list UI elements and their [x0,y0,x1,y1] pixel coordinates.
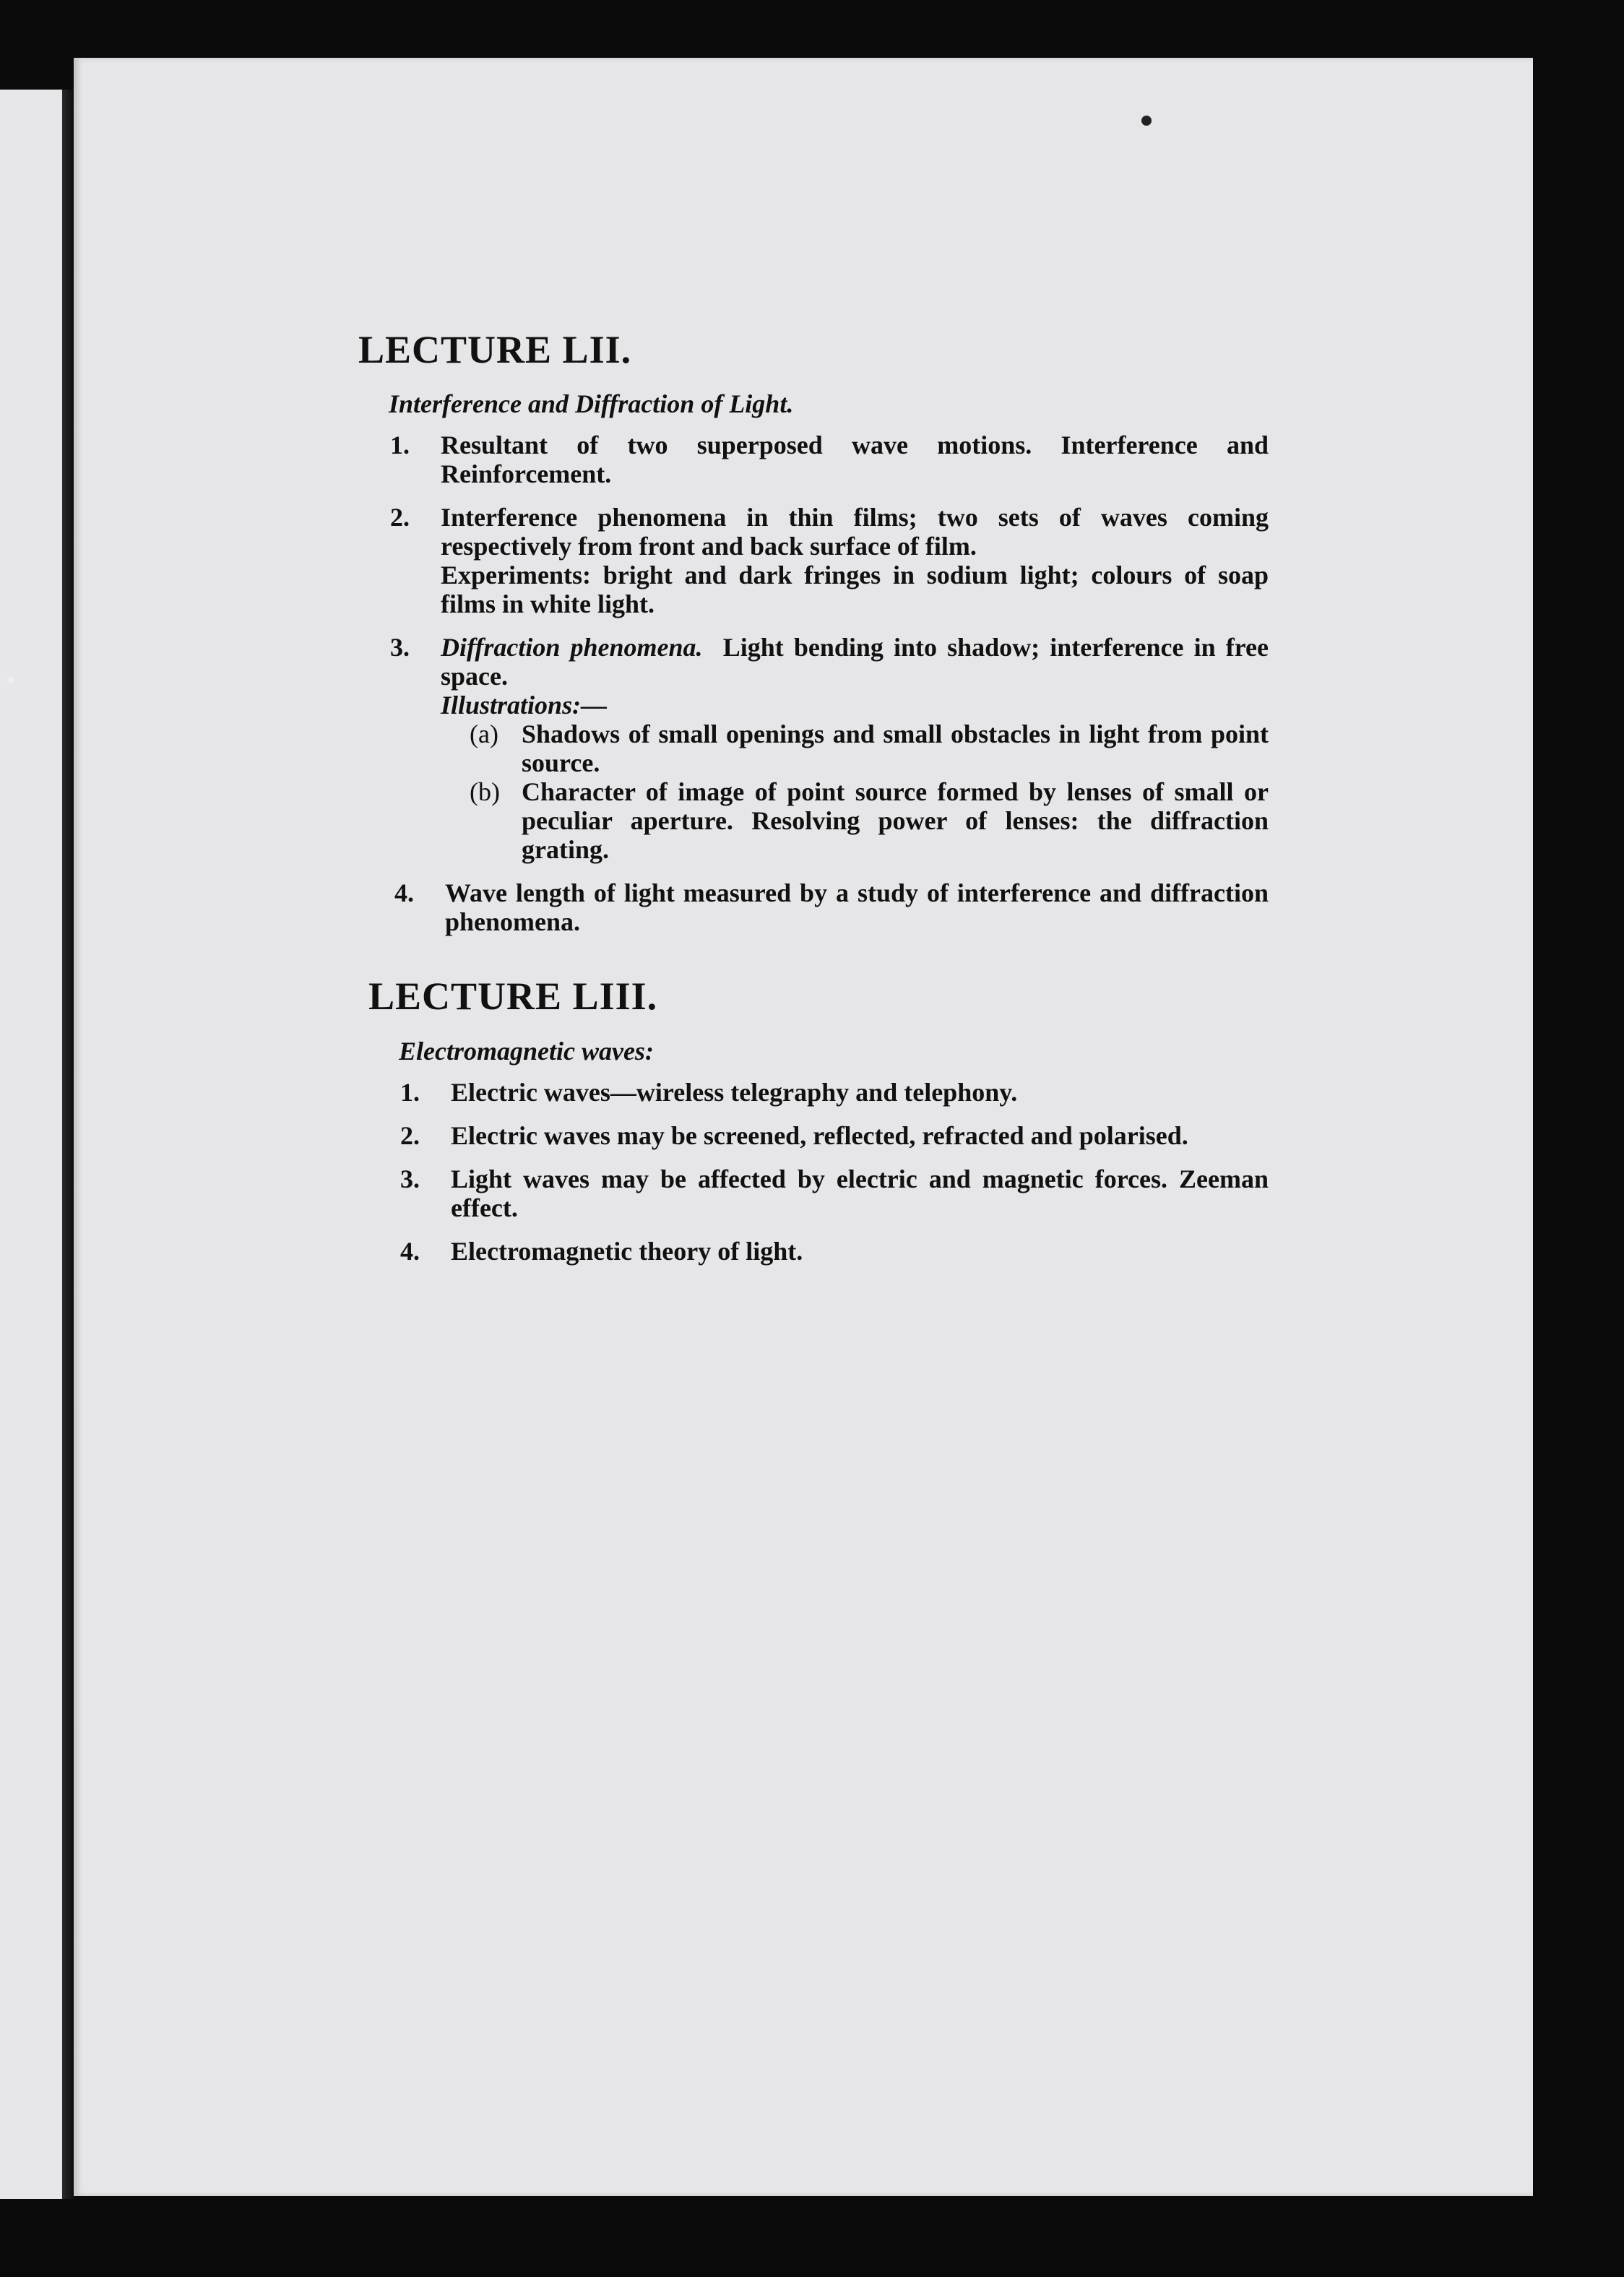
illustrations-label: Illustrations:— [441,691,608,720]
item-number: 3. [400,1164,420,1193]
list-item [358,1237,1269,1266]
item-body [432,633,1269,864]
lecture-liii-heading: LECTURE LIII. [368,975,658,1019]
item-text: Light waves may be affected by electric and magnetic forces. Zeeman effect. [451,1164,1269,1222]
item-text: Interference phenomena in thin films; two sets of waves coming respectively from front and back surface of film. [441,503,1269,561]
item-number: 1. [390,431,410,460]
list-item [358,503,1269,618]
sub-item-mark: (a) [470,720,498,749]
item-text: Wave length of light measured by a study of interference and diffraction phenomena. [445,878,1269,937]
lecture-lii-heading: LECTURE LII. [358,328,632,371]
sub-item [441,777,1269,864]
sub-item-text: Shadows of small openings and small obstacles in light from point source. [522,720,1269,778]
item-number: 3. [390,633,410,662]
scan-speck [7,676,14,683]
item-number: 4. [400,1236,420,1266]
document-content [358,329,1269,1280]
list-item [358,633,1269,864]
list-item [358,431,1269,488]
item-number: 1. [400,1077,420,1107]
item-lead: Diffraction phenomena. [441,633,703,662]
list-item [358,878,1269,936]
lecture-lii-section [358,329,1269,936]
sub-item [441,720,1269,777]
scan-speck [1141,116,1152,126]
item-number: 2. [400,1120,420,1150]
item-text: Electromagnetic theory of light. [451,1236,803,1266]
item-text: Electric waves—wireless telegraphy and telephony. [451,1077,1018,1107]
list-item [358,1165,1269,1222]
list-item [358,1078,1269,1107]
item-text: Light bending into shadow; interference in free space. [441,633,1269,691]
item-number: 2. [390,503,410,532]
item-text: Resultant of two superposed wave motions. Interference and Reinforcement. [441,431,1269,489]
sub-item-mark: (b) [470,777,500,807]
lecture-liii-subtitle: Electromagnetic waves: [399,1036,654,1066]
lecture-lii-subtitle: Interference and Diffraction of Light. [389,389,794,419]
item-number: 4. [394,878,414,908]
item-body [432,503,1269,618]
lecture-liii-section [358,975,1269,1265]
lecture-lii-list [358,431,1269,936]
book-gutter [62,90,74,2199]
facing-page [0,90,62,2199]
item-text: Electric waves may be screened, reflected, refracted and polarised. [451,1120,1188,1150]
list-item [358,1121,1269,1150]
item-experiments-text: Experiments: bright and dark fringes in sodium light; colours of soap films in white light. [441,561,1269,619]
lecture-liii-list [358,1078,1269,1266]
sub-item-text: Character of image of point source formed by lenses of small or peculiar aperture. Resolving power of lenses: the diffraction grating. [522,777,1269,865]
